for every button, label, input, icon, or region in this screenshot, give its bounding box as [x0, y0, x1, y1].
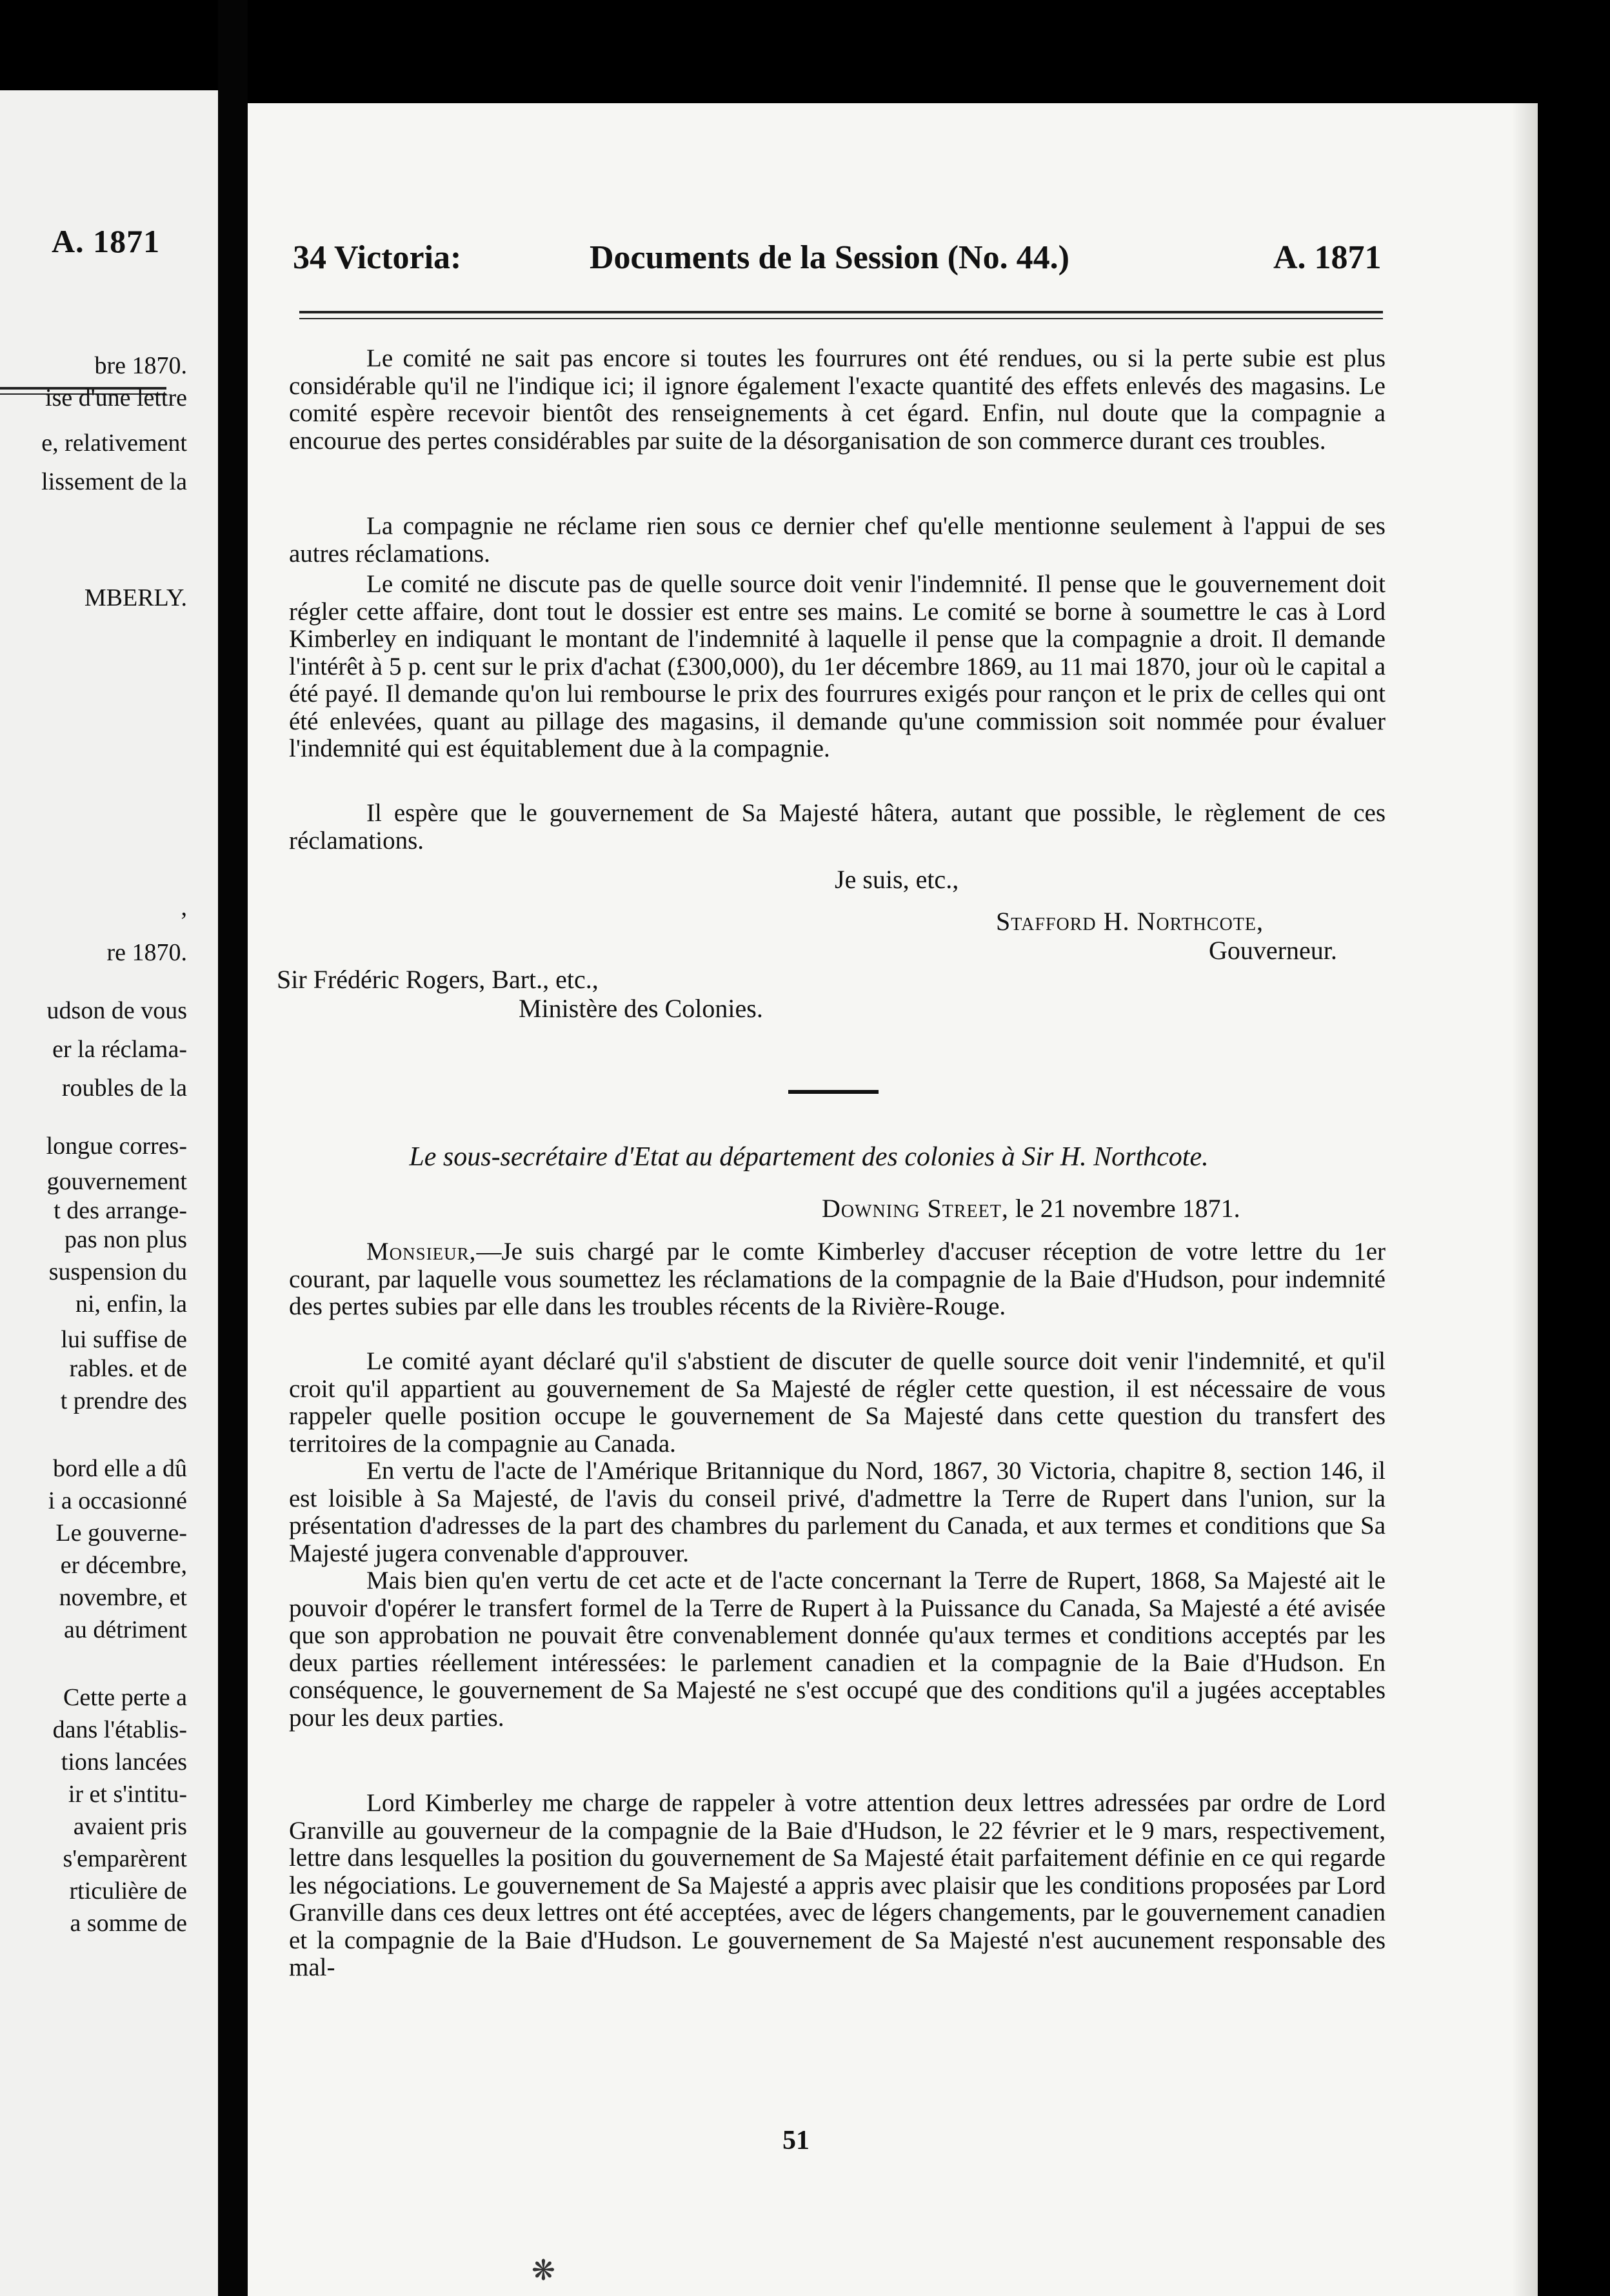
previous-page-line: a somme de — [70, 1910, 187, 1937]
previous-page-line: lissement de la — [41, 468, 187, 495]
previous-page-line: udson de vous — [46, 997, 187, 1024]
previous-page-line: au détriment — [64, 1616, 187, 1643]
previous-page-line: longue corres- — [46, 1133, 187, 1160]
scan-artifact-icon: ❋ — [532, 2255, 555, 2286]
header-rule — [299, 318, 1383, 319]
previous-page-line: Cette perte a — [63, 1684, 187, 1711]
addressee: Sir Frédéric Rogers, Bart., etc., — [277, 965, 599, 994]
previous-page-line: ir et s'intitu- — [68, 1781, 187, 1808]
paragraph: Mais bien qu'en vertu de cet acte et de l'acte concernant la Terre de Rupert, 1868, Sa Majesté ait le pouvoir d'opérer le transfert formel de la Terre de Rupert à la Puissance du Canada, Sa Majesté a été avisée que son approbation ne pouvait être convenablement donnée qu'aux termes et conditions acceptés par les deux parties réellement intéressées: le parlement canadien et la compagnie de la Baie d'Hudson. En conséquence, le gouvernement de Sa Majesté ne s'est occupé que des conditions qu'il a jugées acceptables pour les deux parties. — [289, 1567, 1386, 1732]
paragraph — [289, 1238, 1386, 1321]
paragraph: Le comité ne discute pas de quelle source doit venir l'indemnité. Il pense que le gouvernement doit régler cette affaire, dont tout le dossier est entre ses mains. Le comité se borne à soumettre le cas à Lord Kimberley en indiquant le montant de l'indemnité à laquelle il pense que la compagnie a droit. Il demande l'intérêt à 5 p. cent sur le prix d'achat (£300,000), du 1er décembre 1869, au 11 mai 1870, jour où le capital a été payé. Il demande qu'on lui rembourse le prix des fourrures exigés pour rançon et le prix de celles qui ont été enlevées, quant au pillage des magasins, il demande qu'une commission soit nommée pour évaluer l'indemnité qui est équitablement due à la compagnie. — [289, 570, 1386, 762]
previous-page-line: ise d'une lettre — [45, 384, 187, 411]
header-volume: 34 Victoria: — [293, 239, 462, 276]
previous-page-line: Le gouverne- — [55, 1519, 187, 1547]
paragraph-text: —Je suis chargé par le comte Kimberley d'accuser réception de votre lettre du 1er courant, par laquelle vous soumettez les réclamations de la compagnie de la Baie d'Hudson, pour indemnité des pertes subies par elle dans les troubles récents de la Rivière-Rouge. — [289, 1238, 1386, 1320]
previous-page-line: e, relativement — [41, 430, 187, 457]
book-gutter — [218, 0, 248, 2296]
paragraph: Il espère que le gouvernement de Sa Majesté hâtera, autant que possible, le règlement de ces réclamations. — [289, 799, 1386, 855]
previous-page-line: t des arrange- — [54, 1197, 187, 1224]
previous-page-line: bord elle a dû — [53, 1455, 187, 1482]
previous-page-strip — [0, 90, 218, 2296]
previous-page-line: lui suffise de — [61, 1326, 187, 1353]
signatory-title: Gouverneur. — [1209, 936, 1337, 965]
letter-caption: Le sous-secrétaire d'Etat au département des colonies à Sir H. Northcote. — [409, 1142, 1209, 1172]
document-page — [248, 103, 1538, 2296]
previous-page-line: , — [181, 894, 187, 921]
previous-page-line: er la réclama- — [52, 1036, 187, 1063]
previous-page-line: avaient pris — [73, 1813, 187, 1840]
previous-page-line: dans l'établis- — [52, 1716, 187, 1743]
previous-page-line: re 1870. — [106, 939, 187, 966]
previous-page-line: pas non plus — [65, 1226, 187, 1253]
previous-page-line: er décembre, — [60, 1552, 187, 1579]
header-title: Documents de la Session (No. 44.) — [590, 239, 1069, 276]
previous-page-line: novembre, et — [59, 1584, 187, 1611]
running-header — [248, 239, 1538, 284]
previous-page-line: bre 1870. — [94, 352, 187, 379]
paragraph: En vertu de l'acte de l'Amérique Britannique du Nord, 1867, 30 Victoria, chapitre 8, section 146, il est loisible à Sa Majesté, de l'avis du conseil privé, d'admettre la Terre de Rupert dans l'union, sur la présentation d'adresses de la part des chambres du parlement du Canada, et aux termes et conditions que Sa Majesté jugera convenable d'approuver. — [289, 1457, 1386, 1567]
paragraph: La compagnie ne réclame rien sous ce dernier chef qu'elle mentionne seulement à l'appui de ses autres réclamations. — [289, 512, 1386, 568]
previous-page-line: rticulière de — [69, 1877, 187, 1905]
paragraph: Le comité ayant déclaré qu'il s'abstient de discuter de quelle source doit venir l'indemnité, et qu'il croit qu'il appartient au gouvernement de Sa Majesté de régler cette question, il est nécessaire de vous rappeler quelle position occupe le gouvernement de Sa Majesté dans cette question du transfert des territoires de la compagnie au Canada. — [289, 1347, 1386, 1458]
addressee-ministry: Ministère des Colonies. — [519, 994, 763, 1023]
paragraph: Lord Kimberley me charge de rappeler à votre attention deux lettres adressées par ordre de Lord Granville au gouverneur de la compagnie de la Baie d'Hudson, le 22 février et le 9 mars, respectivement, lettre dans lesquelles la position du gouvernement de Sa Majesté était parfaitement définie en ce qui regarde les négociations. Le gouvernement de Sa Majesté a appris avec plaisir que les conditions proposées par Lord Granville dans ces deux lettres ont été acceptées, avec de légers changements, par le gouvernement canadien et la compagnie de la Baie d'Hudson. Le gouvernement de Sa Majesté n'est aucunement responsable des mal- — [289, 1789, 1386, 1981]
previous-page-line: tions lancées — [61, 1748, 187, 1776]
previous-page-line: suspension du — [48, 1258, 187, 1285]
page-number: 51 — [782, 2126, 810, 2155]
previous-page-line: MBERLY. — [84, 584, 187, 611]
previous-page-line: ni, enfin, la — [75, 1291, 187, 1318]
previous-page-line: roubles de la — [61, 1074, 187, 1102]
header-year: A. 1871 — [1273, 239, 1382, 276]
previous-page-line: t prendre des — [60, 1387, 187, 1414]
header-rule — [299, 311, 1383, 313]
previous-page-line: gouvernement — [46, 1168, 187, 1195]
previous-page-line: rables. et de — [69, 1355, 187, 1382]
previous-page-line: i a occasionné — [48, 1487, 187, 1514]
previous-page-line: s'emparèrent — [63, 1845, 187, 1872]
letter-date: le 21 novembre 1871. — [1015, 1194, 1240, 1223]
valediction: Je suis, etc., — [835, 865, 959, 894]
previous-page-header: A. 1871 — [52, 223, 161, 259]
section-separator — [788, 1090, 879, 1094]
paragraph: Le comité ne sait pas encore si toutes les fourrures ont été rendues, ou si la perte subie est plus considérable qu'il ne l'indique ici; il ignore également l'exacte quantité des effets enlevés des magasins. Le comité espère recevoir bientôt des renseignements à cet égard. Enfin, nul doute que la compagnie a encourue des pertes considérables par suite de la désorganisation de son commerce durant ces troubles. — [289, 344, 1386, 455]
letter-place: Downing Street, — [822, 1194, 1009, 1223]
signature: Stafford H. Northcote, — [996, 907, 1264, 936]
salutation: Monsieur, — [366, 1238, 477, 1265]
